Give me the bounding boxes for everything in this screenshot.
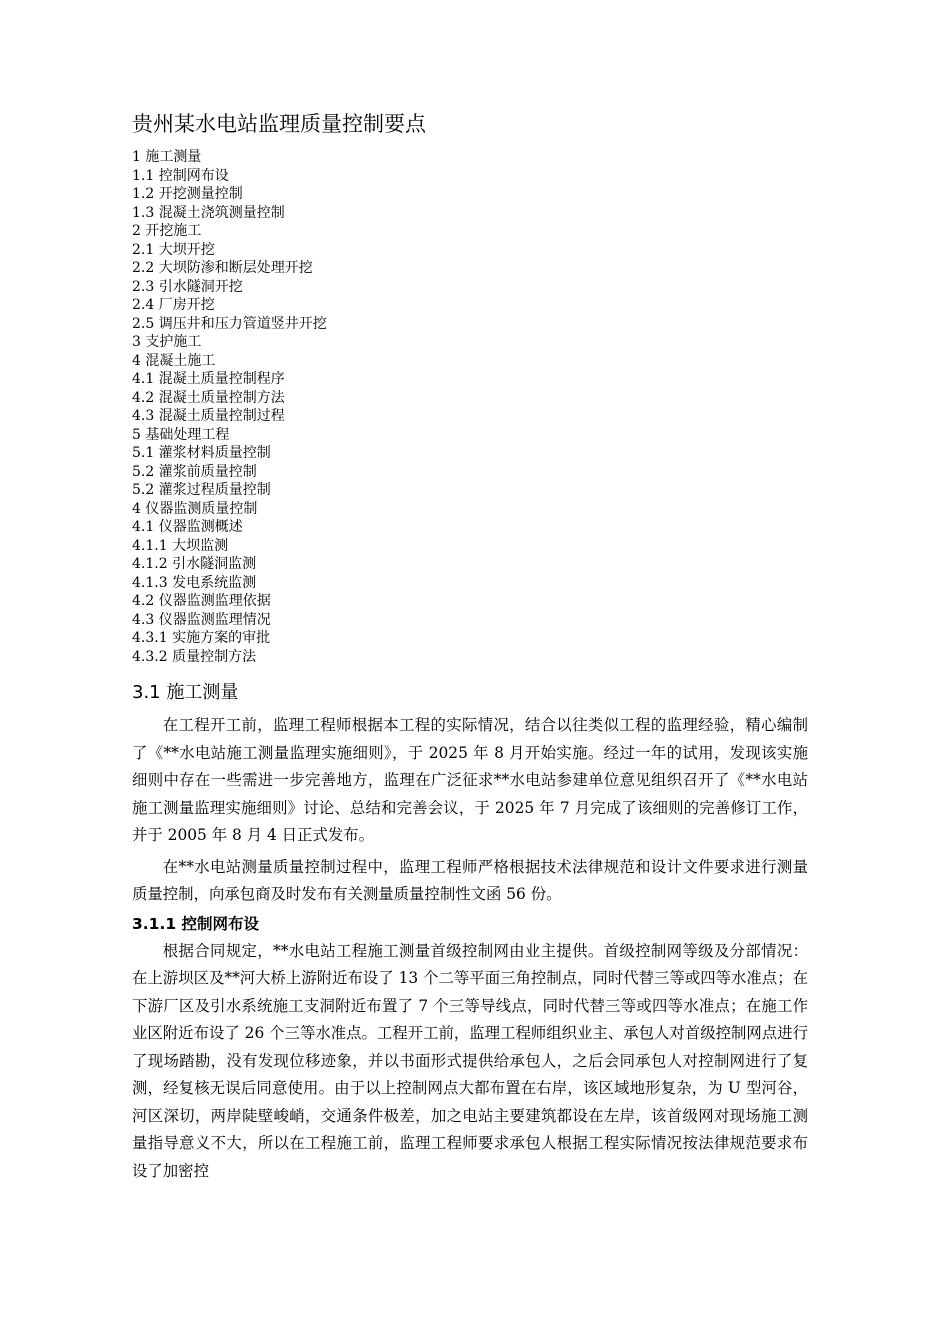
body-paragraph: 根据合同规定，**水电站工程施工测量首级控制网由业主提供。首级控制网等级及分部情况：在上游坝区及**河大桥上游附近布设了 13 个二等平面三角控制点，同时代替三等或四等水准点；在下游厂区及引水系统施工支洞附近布置了 7 个三等导线点，同时代替三等或四等水准点；在施工作业区附近布设了 26 个三等水准点。工程开工前，监理工程师组织业主、承包人对首级控制网点进行了现场踏勘，没有发现位移迹象，并以书面形式提供给承包人，之后会同承包人对控制网进行了复测，经复核无误后同意使用。由于以上控制网点大都布置在右岸，该区域地形复杂，为 U 型河谷，河区深切，两岸陡壁峻峭，交通条件极差，加之电站主要建筑都设在左岸，该首级网对现场施工测量指导意义不大，所以在工程施工前，监理工程师要求承包人根据工程实际情况按法律规范要求布设了加密控 bbox=[132, 941, 808, 1180]
toc-item: 4.1.2 引水隧洞监测 bbox=[132, 556, 257, 572]
toc-item: 4 仪器监测质量控制 bbox=[132, 500, 258, 517]
toc-item: 4.2 混凝土质量控制方法 bbox=[132, 389, 285, 406]
toc-item: 4 混凝土施工 bbox=[132, 352, 216, 369]
toc-item: 2.1 大坝开挖 bbox=[132, 241, 215, 258]
body-paragraph: 在工程开工前，监理工程师根据本工程的实际情况，结合以往类似工程的监理经验，精心编制了《**水电站施工测量监理实施细则》，于 2025 年 8 月开始实施。经过一年的试用，发现该实施细则中存在一些需进一步完善地方，监理在广泛征求**水电站参建单位意见组织召开了《**水电站施工测量监理实施细则》讨论、总结和完善会议，于 2025 年 7 月完成了该细则的完善修订工作，并于 2005 年 8 月 4 日正式发布。 bbox=[132, 716, 808, 844]
toc-item: 4.3.1 实施方案的审批 bbox=[132, 630, 271, 646]
toc-item: 2.3 引水隧洞开挖 bbox=[132, 278, 243, 295]
toc-item: 1.3 混凝土浇筑测量控制 bbox=[132, 204, 285, 221]
document-title: 贵州某水电站监理质量控制要点 bbox=[132, 112, 426, 136]
section-heading: 3.1 施工测量 bbox=[132, 682, 239, 703]
toc-item: 5.2 灌浆前质量控制 bbox=[132, 463, 257, 480]
toc-item: 4.2 仪器监测监理依据 bbox=[132, 593, 271, 609]
toc-item: 4.3.2 质量控制方法 bbox=[132, 648, 257, 665]
toc-item: 4.3 仪器监测监理情况 bbox=[132, 611, 271, 628]
body-paragraph: 在**水电站测量质量控制过程中，监理工程师严格根据技术法律规范和设计文件要求进行测量质量控制，向承包商及时发布有关测量质量控制性文函 56 份。 bbox=[132, 857, 808, 903]
table-of-contents bbox=[132, 148, 808, 666]
subsection-heading: 3.1.1 控制网布设 bbox=[132, 914, 260, 933]
toc-item: 1 施工测量 bbox=[132, 149, 202, 165]
toc-item: 3 支护施工 bbox=[132, 334, 202, 350]
toc-item: 1.2 开挖测量控制 bbox=[132, 186, 243, 202]
toc-item: 2.5 调压井和压力管道竖井开挖 bbox=[132, 315, 327, 332]
toc-item: 4.1.1 大坝监测 bbox=[132, 537, 229, 554]
toc-item: 2.4 厂房开挖 bbox=[132, 297, 215, 313]
toc-item: 2.2 大坝防渗和断层处理开挖 bbox=[132, 260, 313, 276]
toc-item: 4.1 混凝土质量控制程序 bbox=[132, 371, 285, 387]
toc-item: 4.1 仪器监测概述 bbox=[132, 519, 243, 535]
toc-item: 2 开挖施工 bbox=[132, 223, 202, 239]
toc-item: 1.1 控制网布设 bbox=[132, 167, 229, 184]
toc-item: 4.3 混凝土质量控制过程 bbox=[132, 408, 285, 424]
toc-item: 5 基础处理工程 bbox=[132, 426, 230, 443]
document-page bbox=[132, 110, 808, 1189]
toc-item: 5.2 灌浆过程质量控制 bbox=[132, 482, 271, 498]
toc-item: 5.1 灌浆材料质量控制 bbox=[132, 445, 271, 461]
toc-item: 4.1.3 发电系统监测 bbox=[132, 574, 257, 591]
